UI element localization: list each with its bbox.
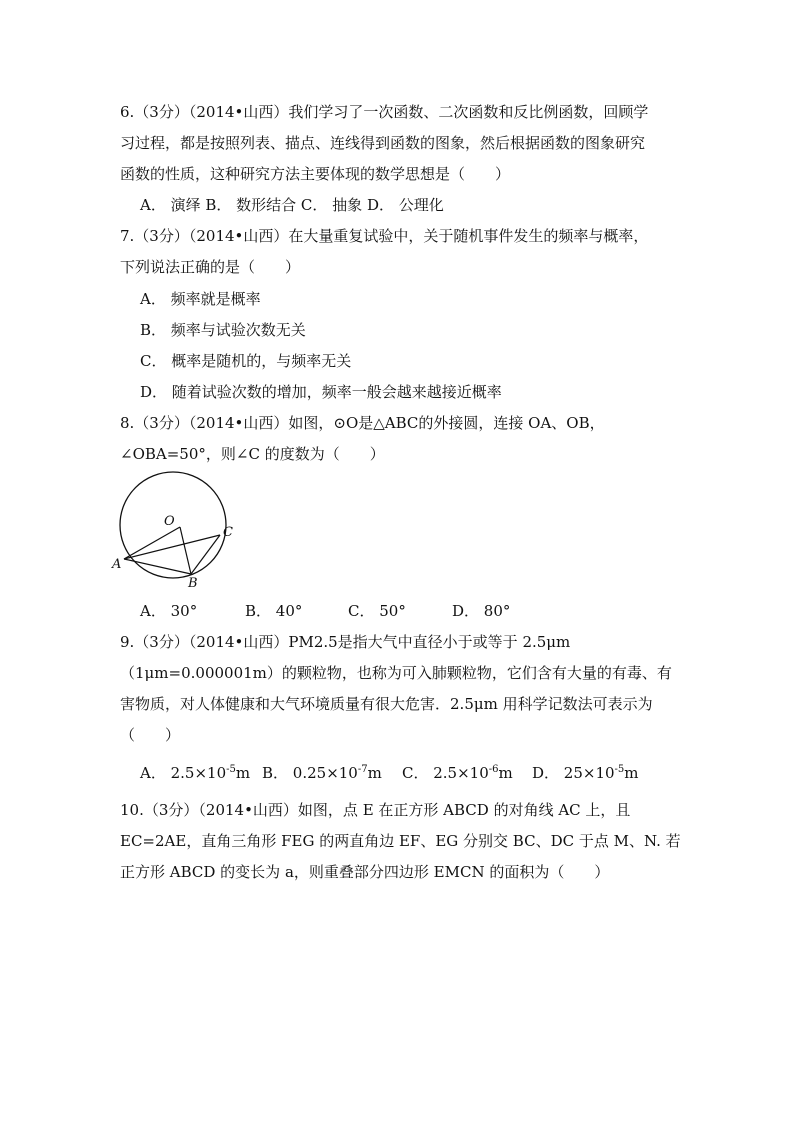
label-o: O [164,514,175,529]
q7-line-1: 7.（3分）（2014•山西）在大量重复试验中，关于随机事件发生的频率与概率， [120,227,649,245]
q9-line-2: （1μm=0.000001m）的颗粒物，也称为可入肺颗粒物，它们含有大量的有毒、有 [120,664,672,682]
q7-option-a: A． 频率就是概率 [140,290,261,308]
q9-option-a: A． $2.5\times 10^{-5}m$ [140,764,251,782]
circle-figure [110,470,250,590]
q7-line-2: 下列说法正确的是（ ） [120,258,301,276]
segment-ab [124,559,191,574]
q6-options: A． 演绎 B． 数形结合 C． 抽象 D． 公理化 [140,196,444,214]
segment-ac [124,535,220,559]
q9-line-3: 害物质，对人体健康和大气环境质量有很大危害．2.5μm 用科学记数法可表示为 [120,695,653,713]
q9-option-d: D． $25\times 10^{-5}m$ [532,764,639,782]
q10-line-2: EC=2AE，直角三角形 FEG 的两直角边 EF、EG 分别交 BC、DC 于点 M、N. 若 [120,832,681,850]
label-a: A [112,557,122,572]
q6-line-2: 习过程，都是按照列表、描点、连线得到函数的图象，然后根据函数的图象研究 [120,134,646,152]
q9-option-b: B． $0.25\times 10^{-7}m$ [262,764,382,782]
label-c: C [223,525,233,540]
q9-line-1: 9.（3分）（2014•山西）PM2.5是指大气中直径小于或等于 2.5μm [120,633,571,651]
q7-option-b: B． 频率与试验次数无关 [140,321,306,339]
q9-line-4: （ ） [120,726,181,744]
q10-line-3: 正方形 ABCD 的变长为 a，则重叠部分四边形 EMCN 的面积为（ ） [120,863,610,881]
q8-option-b: B． 40° [245,602,303,620]
q7-option-d: D． 随着试验次数的增加，频率一般会越来越接近概率 [140,383,502,401]
segment-oa [124,527,180,559]
q7-option-c: C． 概率是随机的，与频率无关 [140,352,352,370]
q6-line-3: 函数的性质，这种研究方法主要体现的数学思想是（ ） [120,165,511,183]
q10-line-1: 10.（3分）（2014•山西）如图，点 E 在正方形 ABCD 的对角线 AC 上，且 [120,801,631,819]
segment-ob [180,527,191,574]
q9-option-c: C． $2.5\times 10^{-6}m$ [402,764,513,782]
q8-option-a: A． 30° [140,602,198,620]
label-b: B [188,576,198,590]
circumcircle-diagram [110,470,250,590]
q8-option-c: C． 50° [348,602,406,620]
q8-option-d: D． 80° [452,602,511,620]
q8-line-1: 8.（3分）（2014•山西）如图，⊙O是△ABC的外接圆，连接 OA、OB， [120,414,605,432]
q8-line-2: ∠OBA=50°，则∠C 的度数为（ ） [120,445,385,463]
q6-line-1: 6.（3分）（2014•山西）我们学习了一次函数、二次函数和反比例函数，回顾学 [120,103,649,121]
